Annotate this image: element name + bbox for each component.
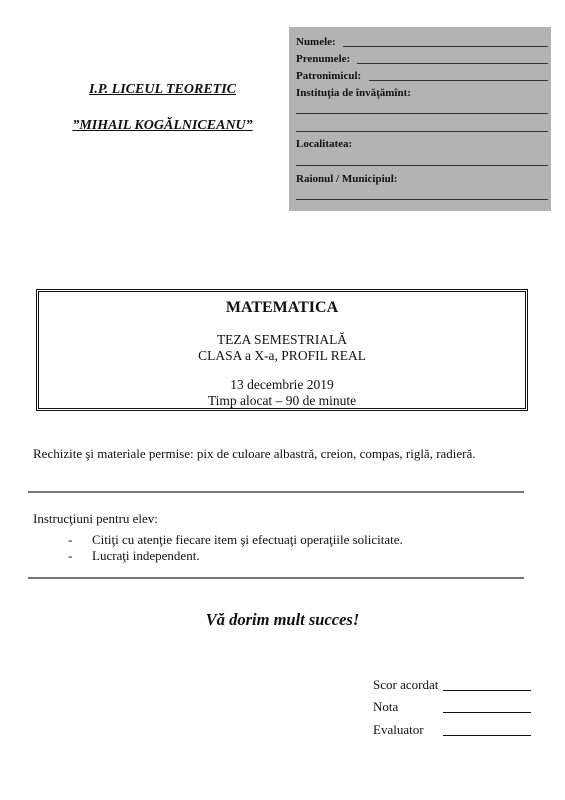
numele-field[interactable] [343,46,548,47]
patronimicul-field[interactable] [369,80,548,81]
evaluator-label: Evaluator [373,722,424,737]
prenumele-field[interactable] [357,63,548,64]
institutia-field-line2[interactable] [296,131,548,132]
instruction-item [68,548,200,564]
institutia-label: Instituţia de învăţămînt: [296,87,411,99]
instructions-heading: Instrucţiuni pentru elev: [33,511,158,526]
school-name-line1: I.P. LICEUL TEORETIC [88,82,237,97]
prenumele-label: Prenumele: [296,53,351,65]
patronimicul-label: Patronimicul: [296,70,362,82]
exam-title-frame [36,289,528,411]
grade-label: Nota [373,699,399,714]
evaluator-field[interactable] [443,735,531,736]
institutia-field-line1[interactable] [296,113,548,114]
grade-field[interactable] [443,712,531,713]
bullet-dash: - [68,548,73,563]
divider-bottom [28,577,524,579]
score-label: Scor acordat [373,677,439,692]
class-profile: CLASA a X-a, PROFIL REAL [198,348,366,363]
good-luck-message: Vă dorim mult succes! [205,610,360,629]
instruction-item [68,532,403,548]
subject-title: MATEMATICA [225,299,339,316]
allowed-materials: Rechizite şi materiale permise: pix de culoare albastră, creion, compas, riglă, radieră. [33,446,476,461]
instruction-text-1: Citiţi cu atenţie fiecare item şi efectuaţi operaţiile solicitate. [92,532,403,547]
localitatea-label: Localitatea: [296,138,353,150]
bullet-dash: - [68,532,73,547]
score-field[interactable] [443,690,531,691]
divider-top [28,491,524,493]
localitatea-field[interactable] [296,165,548,166]
exam-date: 13 decembrie 2019 [230,377,334,392]
instruction-text-2: Lucraţi independent. [92,548,200,563]
raionul-label: Raionul / Municipiul: [296,173,398,185]
time-allotted: Timp alocat – 90 de minute [207,393,357,408]
raionul-field[interactable] [296,199,548,200]
numele-label: Numele: [296,36,336,48]
school-name-line2: ”MIHAIL KOGĂLNICEANU” [72,118,253,133]
test-type: TEZA SEMESTRIALĂ [216,332,348,347]
student-info-box [289,27,551,211]
